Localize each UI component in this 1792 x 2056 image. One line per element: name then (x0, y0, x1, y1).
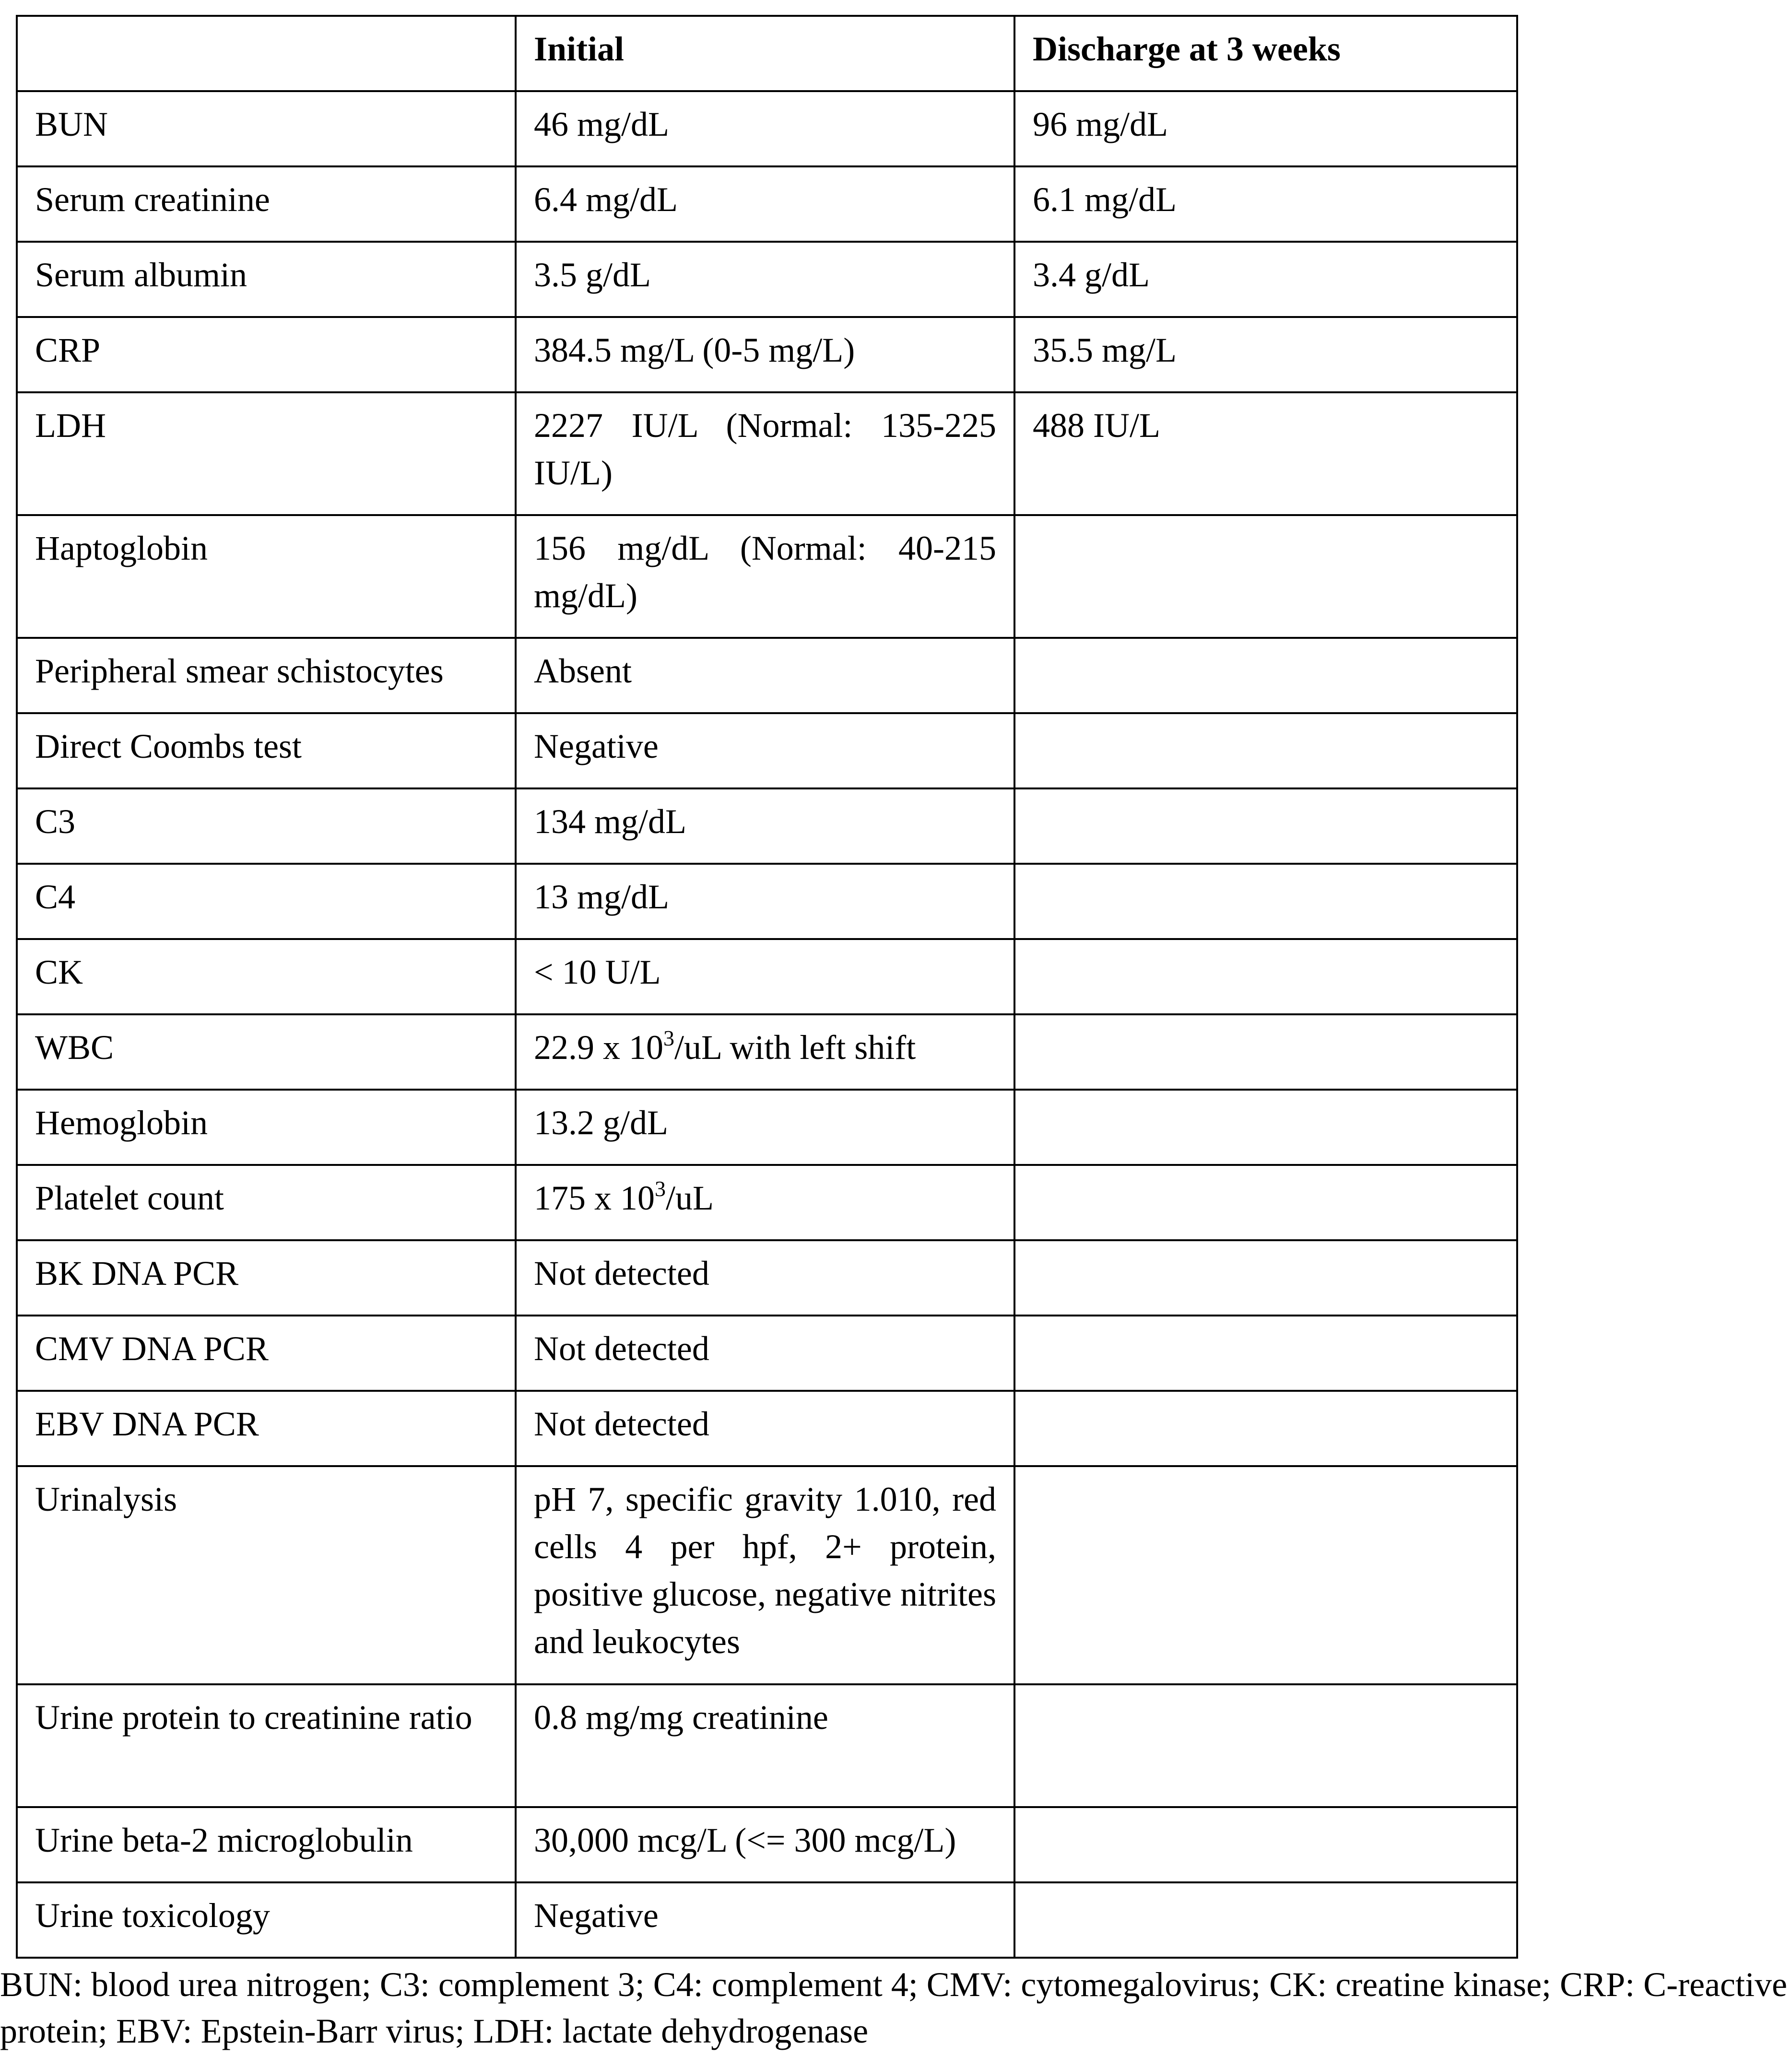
table-row (17, 1090, 1517, 1165)
test-name: Haptoglobin (17, 515, 516, 638)
value-text: 22.9 x 10 (534, 1028, 663, 1067)
test-name: LDH (17, 392, 516, 515)
test-name: BK DNA PCR (17, 1240, 516, 1316)
table-row (17, 1240, 1517, 1316)
table-row (17, 392, 1517, 515)
test-name: Platelet count (17, 1165, 516, 1240)
test-name: Serum albumin (17, 242, 516, 317)
initial-value: Not detected (516, 1240, 1014, 1316)
discharge-value (1014, 1240, 1517, 1316)
table-row (17, 166, 1517, 242)
table-row (17, 91, 1517, 166)
value-unit: /uL (666, 1179, 714, 1217)
initial-value: Absent (516, 638, 1014, 713)
discharge-value (1014, 1684, 1517, 1807)
test-name: Urine protein to creatinine ratio (17, 1684, 516, 1807)
header-discharge: Discharge at 3 weeks (1014, 16, 1517, 91)
discharge-value: 488 IU/L (1014, 392, 1517, 515)
discharge-value: 3.4 g/dL (1014, 242, 1517, 317)
test-name: C3 (17, 788, 516, 864)
initial-value: Negative (516, 713, 1014, 788)
discharge-value (1014, 864, 1517, 939)
header-test (17, 16, 516, 91)
discharge-value (1014, 1090, 1517, 1165)
table-row (17, 939, 1517, 1014)
discharge-value (1014, 638, 1517, 713)
value-text: 175 x 10 (534, 1179, 655, 1217)
initial-value: Not detected (516, 1391, 1014, 1466)
initial-value: 384.5 mg/L (0-5 mg/L) (516, 317, 1014, 392)
test-name: CMV DNA PCR (17, 1316, 516, 1391)
discharge-value (1014, 1391, 1517, 1466)
initial-value: Not detected (516, 1316, 1014, 1391)
discharge-value (1014, 1316, 1517, 1391)
table-row (17, 864, 1517, 939)
table-row (17, 1165, 1517, 1240)
superscript: 3 (655, 1176, 666, 1201)
initial-value: 6.4 mg/dL (516, 166, 1014, 242)
test-name: EBV DNA PCR (17, 1391, 516, 1466)
initial-value: < 10 U/L (516, 939, 1014, 1014)
discharge-value: 35.5 mg/L (1014, 317, 1517, 392)
test-name: Serum creatinine (17, 166, 516, 242)
table-row (17, 1316, 1517, 1391)
initial-value: 30,000 mcg/L (<= 300 mcg/L) (516, 1807, 1014, 1882)
initial-value: 0.8 mg/mg creatinine (516, 1684, 1014, 1807)
discharge-value: 6.1 mg/dL (1014, 166, 1517, 242)
table-row (17, 1466, 1517, 1684)
discharge-value (1014, 515, 1517, 638)
test-name: Urine toxicology (17, 1882, 516, 1958)
initial-value: 13.2 g/dL (516, 1090, 1014, 1165)
initial-value: Negative (516, 1882, 1014, 1958)
test-name: Direct Coombs test (17, 713, 516, 788)
table-row (17, 1014, 1517, 1090)
lab-results-table (16, 15, 1518, 1959)
table-row (17, 242, 1517, 317)
table-row (17, 788, 1517, 864)
test-name: Urinalysis (17, 1466, 516, 1684)
discharge-value: 96 mg/dL (1014, 91, 1517, 166)
initial-value (516, 1165, 1014, 1240)
header-initial: Initial (516, 16, 1014, 91)
discharge-value (1014, 1882, 1517, 1958)
test-name: WBC (17, 1014, 516, 1090)
initial-value (516, 1014, 1014, 1090)
table-row (17, 515, 1517, 638)
test-name: BUN (17, 91, 516, 166)
test-name: Hemoglobin (17, 1090, 516, 1165)
initial-value: 13 mg/dL (516, 864, 1014, 939)
superscript: 3 (663, 1026, 674, 1050)
table-row (17, 713, 1517, 788)
table-row (17, 1391, 1517, 1466)
test-name: Urine beta-2 microglobulin (17, 1807, 516, 1882)
test-name: CRP (17, 317, 516, 392)
header-row (17, 16, 1517, 91)
discharge-value (1014, 1165, 1517, 1240)
table-footnote: BUN: blood urea nitrogen; C3: complement 3; C4: complement 4; CMV: cytomegalovirus; CK: creatine kinase; CRP: C-reactive protein; EBV: Epstein-Barr virus; LDH: lactate dehydrogenase (0, 1965, 1787, 2050)
initial-value: 3.5 g/dL (516, 242, 1014, 317)
initial-value: 46 mg/dL (516, 91, 1014, 166)
value-unit: /uL with left shift (674, 1028, 916, 1067)
discharge-value (1014, 713, 1517, 788)
initial-value: 134 mg/dL (516, 788, 1014, 864)
table-row (17, 638, 1517, 713)
test-name: CK (17, 939, 516, 1014)
table-row (17, 1684, 1517, 1807)
test-name: C4 (17, 864, 516, 939)
discharge-value (1014, 1466, 1517, 1684)
discharge-value (1014, 788, 1517, 864)
table-row (17, 1807, 1517, 1882)
initial-value: pH 7, specific gravity 1.010, red cells 4 per hpf, 2+ protein, positive glucose, negative nitrites and leukocytes (516, 1466, 1014, 1684)
initial-value: 156 mg/dL (Normal: 40-215 mg/dL) (516, 515, 1014, 638)
initial-value: 2227 IU/L (Normal: 135-225 IU/L) (516, 392, 1014, 515)
discharge-value (1014, 1807, 1517, 1882)
discharge-value (1014, 939, 1517, 1014)
table-row (17, 1882, 1517, 1958)
test-name: Peripheral smear schistocytes (17, 638, 516, 713)
discharge-value (1014, 1014, 1517, 1090)
table-row (17, 317, 1517, 392)
